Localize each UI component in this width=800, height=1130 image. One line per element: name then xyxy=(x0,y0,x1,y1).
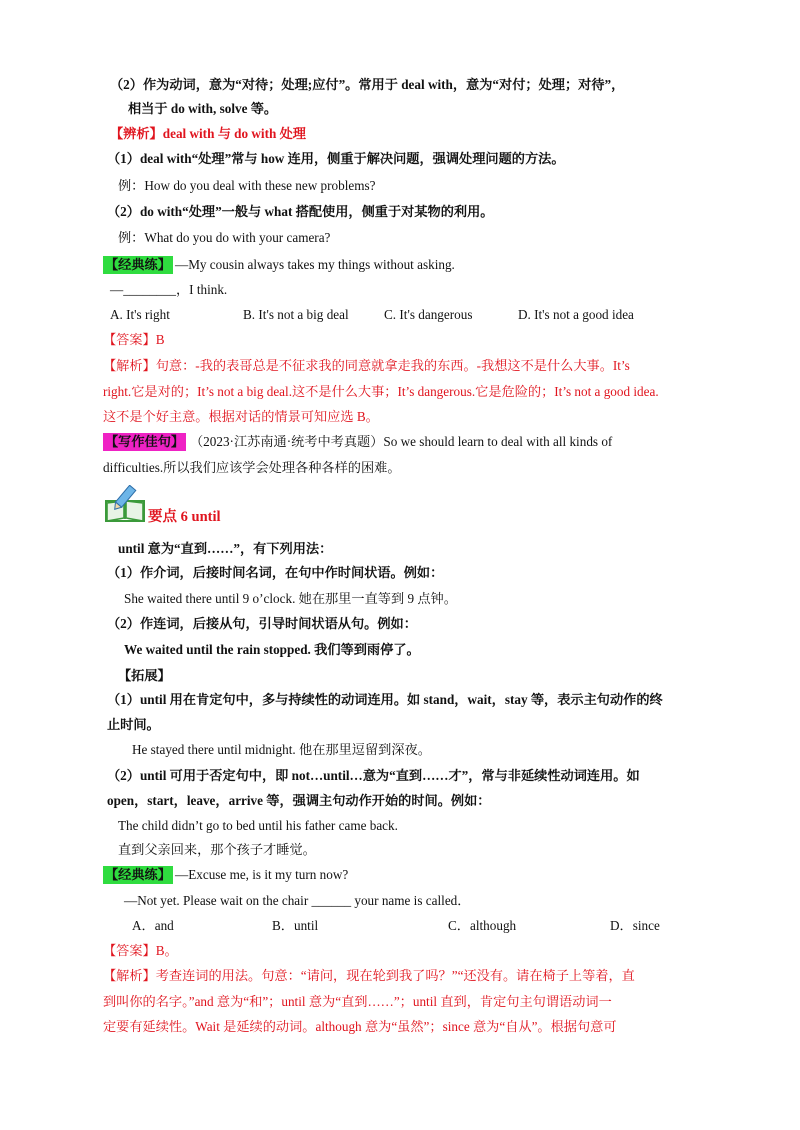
explanation-line-2: right.它是对的；It’s not a big deal.这不是什么大事；It’s dangerous.它是危险的；It’s not a good idea. xyxy=(103,384,659,399)
extension-example-1: He stayed there until midnight. 他在那里逗留到深夜。 xyxy=(132,742,431,757)
bianxi-title: deal with 与 do with 处理 xyxy=(162,126,306,141)
explanation-line-3: 定要有延续性。Wait 是延续的动词。although 意为“虽然”；since 意为“自从”。根据句意可 xyxy=(103,1019,617,1034)
bianxi-tag: 【辨析】 xyxy=(110,126,163,141)
writing-tag: 【写作佳句】 xyxy=(105,434,185,449)
do-with-example: 例：What do you do with your camera? xyxy=(118,230,331,245)
exercise-tag: 【经典练】 xyxy=(105,257,171,272)
until-prep-example: She waited there until 9 o’clock. 她在那里一直等到 9 点钟。 xyxy=(124,591,457,606)
writing-sentence-2: difficulties.所以我们应该学会处理各种各样的困难。 xyxy=(103,460,401,475)
do-with-point: （2）do with“处理”一般与 what 搭配使用，侧重于对某物的利用。 xyxy=(107,204,494,219)
exercise-tag: 【经典练】 xyxy=(105,867,171,882)
option-a: A. It's right xyxy=(110,307,170,322)
exercise-blank-line: —________，I think. xyxy=(110,282,228,297)
verb-usage-line: （2）作为动词，意为“对待；处理;应付”。常用于 deal with，意为“对付；处理；对待”， xyxy=(110,77,625,92)
option-d: D. It's not a good idea xyxy=(518,307,634,322)
answer: 【答案】B xyxy=(103,332,165,347)
option-c: C．although xyxy=(448,918,517,933)
exercise-question: —My cousin always takes my things without asking. xyxy=(175,257,455,272)
exercise-question: —Excuse me, is it my turn now? xyxy=(175,867,349,882)
extension-example-2-translation: 直到父亲回来，那个孩子才睡觉。 xyxy=(118,842,316,857)
bianxi-heading xyxy=(110,125,306,143)
until-conj-point: （2）作连词，后接从句，引导时间状语从句。例如： xyxy=(107,616,417,631)
answer: 【答案】B。 xyxy=(103,943,178,958)
until-conj-example: We waited until the rain stopped. 我们等到雨停了。 xyxy=(124,642,420,657)
extension-heading: 【拓展】 xyxy=(118,668,171,683)
extension-point-2-cont: open，start，leave，arrive 等，强调主句动作开始的时间。例如： xyxy=(107,793,491,808)
until-intro: until 意为“直到……”，有下列用法： xyxy=(118,541,333,556)
option-d: D．since xyxy=(610,918,660,933)
deal-with-example: 例：How do you deal with these new problems? xyxy=(118,178,376,193)
explanation-line-1: 【解析】考查连词的用法。句意：“请问，现在轮到我了吗？”“还没有。请在椅子上等着，直 xyxy=(103,968,635,983)
explanation-line-2: 到叫你的名字。”and 意为“和”；until 意为“直到……”；until 直到，肯定句主句谓语动词一 xyxy=(103,994,612,1009)
extension-example-2: The child didn’t go to bed until his father came back. xyxy=(118,818,398,833)
exercise-blank-line: —Not yet. Please wait on the chair ______ your name is called． xyxy=(124,893,471,908)
verb-usage-line-2: 相当于 do with, solve 等。 xyxy=(128,101,278,116)
extension-point-1: （1）until 用在肯定句中，多与持续性的动词连用。如 stand，wait，stay 等，表示主句动作的终 xyxy=(107,692,663,707)
extension-point-2: （2）until 可用于否定句中，即 not…until…意为“直到……才”，常与非延续性动词连用。如 xyxy=(107,768,640,783)
book-pencil-icon xyxy=(103,485,147,525)
deal-with-point: （1）deal with“处理”常与 how 连用，侧重于解决问题，强调处理问题的方法。 xyxy=(107,151,565,166)
explanation-line-3: 这不是个好主意。根据对话的情景可知应选 B。 xyxy=(103,409,379,424)
point-6-title: 要点 6 until xyxy=(148,509,221,525)
explanation-line-1: 【解析】句意：-我的表哥总是不征求我的同意就拿走我的东西。-我想这不是什么大事。It’s xyxy=(103,358,630,373)
option-b: B．until xyxy=(272,918,319,933)
option-b: B. It's not a big deal xyxy=(243,307,349,322)
option-a: A．and xyxy=(132,918,174,933)
extension-point-1-cont: 止时间。 xyxy=(107,717,160,732)
writing-sentence-1: （2023·江苏南通·统考中考真题）So we should learn to deal with all kinds of xyxy=(190,434,613,449)
option-c: C. It's dangerous xyxy=(384,307,473,322)
until-prep-point: （1）作介词，后接时间名词，在句中作时间状语。例如： xyxy=(107,565,444,580)
